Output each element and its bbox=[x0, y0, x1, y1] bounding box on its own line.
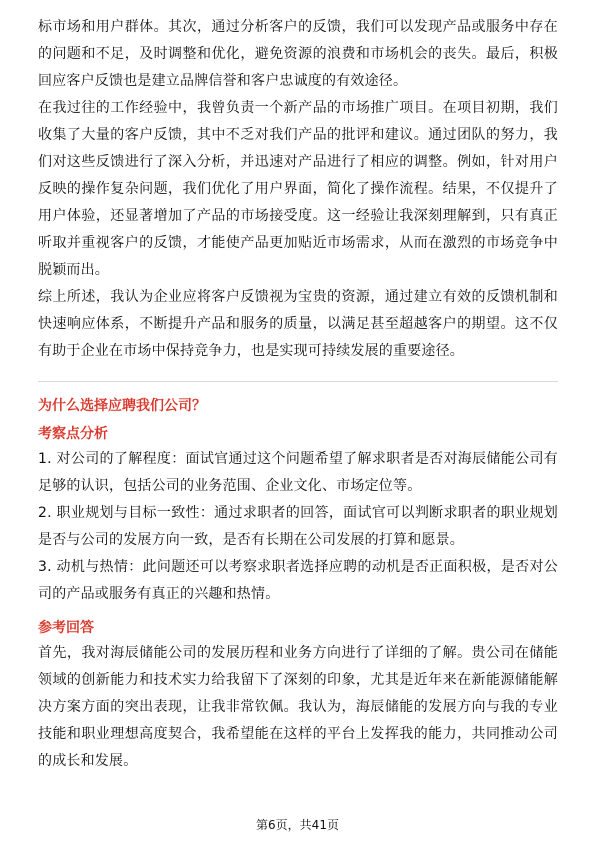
intro-paragraph-2: 在我过往的工作经验中，我曾负责一个新产品的市场推广项目。在项目初期，我们收集了大量的客户反馈，其中不乏对我们产品的批评和建议。通过团队的努力，我们对这些反馈进行了深入分析，并迅速对产品进行了相应的调整。例如，针对用户反映的操作复杂问题，我们优化了用户界面，简化了操作流程。结果，不仅提升了用户体验，还显著增加了产品的市场接受度。这一经验让我深刻理解到，只有真正听取并重视客户的反馈，才能使产品更加贴近市场需求，从而在激烈的市场竞争中脱颖而出。 bbox=[38, 100, 558, 278]
question-heading: 为什么选择应聘我们公司？ bbox=[38, 398, 206, 414]
page-content bbox=[38, 14, 558, 775]
section-divider bbox=[38, 381, 558, 382]
answer-paragraph-1: 首先，我对海辰储能公司的发展历程和业务方向进行了详细的了解。贵公司在储能领域的创新能力和技术实力给我留下了深刻的印象，尤其是近年来在新能源储能解决方案方面的突出表现，让我非常钦佩。我认为，海辰储能的发展方向与我的专业技能和职业理想高度契合，我希望能在这样的平台上发挥我的能力，共同推动公司的成长和发展。 bbox=[38, 645, 558, 769]
analysis-heading: 考察点分析 bbox=[38, 426, 108, 442]
analysis-item-3: 3. 动机与热情：此问题还可以考察求职者选择应聘的动机是否正面积极，是否对公司的产品或服务有真正的兴趣和热情。 bbox=[38, 559, 558, 602]
analysis-item-1: 1. 对公司的了解程度：面试官通过这个问题希望了解求职者是否对海辰储能公司有足够的认识，包括公司的业务范围、企业文化、市场定位等。 bbox=[38, 451, 558, 494]
intro-paragraph-1: 标市场和用户群体。其次，通过分析客户的反馈，我们可以发现产品或服务中存在的问题和不足，及时调整和优化，避免资源的浪费和市场机会的丧失。最后，积极回应客户反馈也是建立品牌信誉和客户忠诚度的有效途径。 bbox=[38, 19, 558, 89]
answer-heading: 参考回答 bbox=[38, 620, 94, 636]
analysis-item-2: 2. 职业规划与目标一致性：通过求职者的回答，面试官可以判断求职者的职业规划是否与公司的发展方向一致，是否有长期在公司发展的打算和愿景。 bbox=[38, 505, 558, 548]
spacer bbox=[38, 608, 558, 616]
page-number-footer: 第6页，共41页 bbox=[256, 818, 339, 832]
intro-paragraph-3: 综上所述，我认为企业应将客户反馈视为宝贵的资源，通过建立有效的反馈机制和快速响应体系，不断提升产品和服务的质量，以满足甚至超越客户的期望。这不仅有助于企业在市场中保持竞争力，也是实现可持续发展的重要途径。 bbox=[38, 289, 558, 359]
